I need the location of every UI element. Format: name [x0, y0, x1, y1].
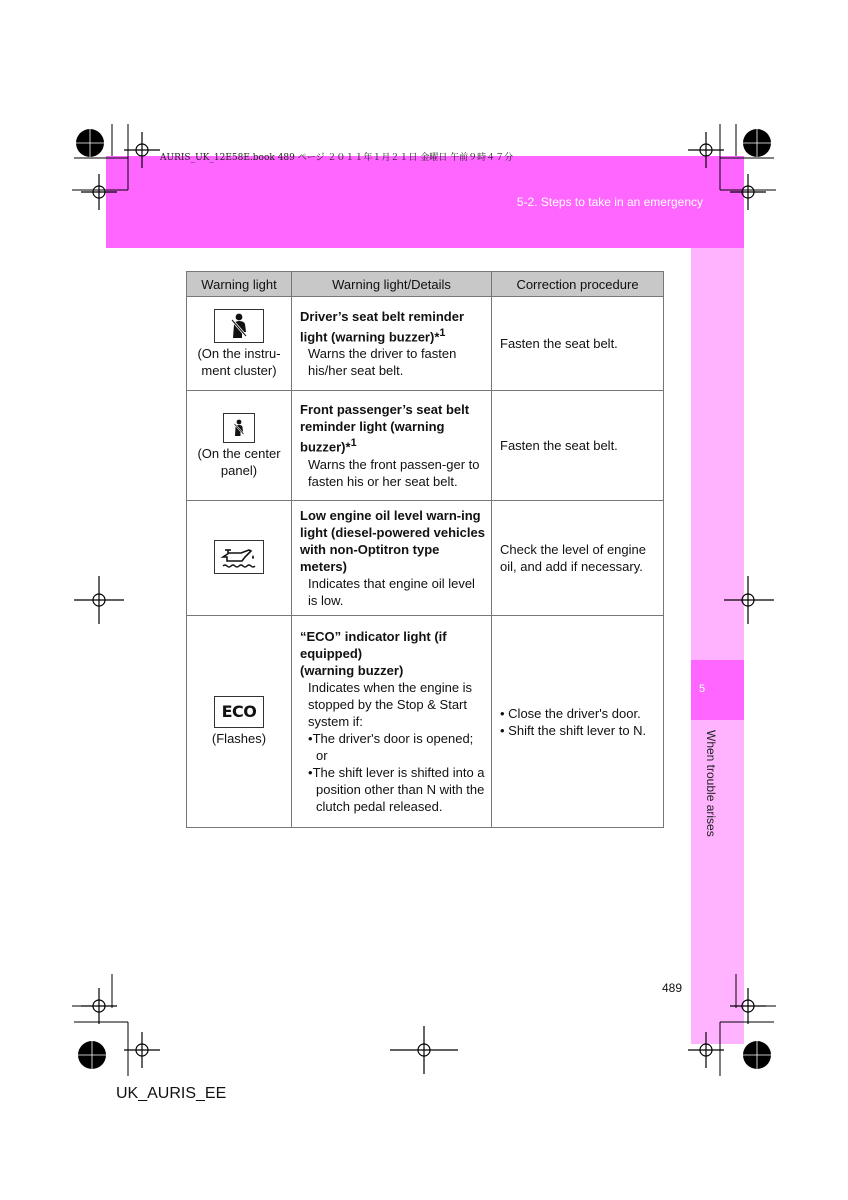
light-description: Indicates when the engine is stopped by the Stop & Start system if:: [308, 680, 473, 729]
page-number: 489: [662, 981, 683, 995]
eco-indicator-icon: ECO: [214, 696, 264, 728]
correction-cell: Check the level of engine oil, and add if necessary.: [492, 501, 664, 616]
light-title: Low engine oil level warn-ing light (diesel-powered vehicles with non-Optitron type meters): [300, 508, 485, 574]
correction-cell: Fasten the seat belt.: [492, 297, 664, 391]
icon-location: (On the center panel): [197, 445, 281, 478]
light-description: Indicates that engine oil level is low.: [308, 576, 475, 608]
icon-location: (On the instru- ment cluster): [197, 345, 281, 378]
print-info: AURIS_UK_12E58E.book 489 ページ ２０１１年１月２１日 金曜日 午前９時４７分: [160, 153, 514, 163]
icon-location: (Flashes): [211, 731, 267, 746]
correction-step: • Close the driver's door.: [500, 705, 641, 721]
column-header: Warning light/Details: [292, 272, 492, 297]
document-code: UK_AURIS_EE: [116, 1085, 227, 1102]
light-title: Driver’s seat belt reminder light (warning buzzer)*$^1$: [300, 308, 465, 345]
list-item: • The shift lever is shifted into a position other than N with the clutch pedal released.: [308, 764, 487, 815]
chapter-label: When trouble arises: [704, 730, 718, 837]
light-title: Front passenger’s seat belt reminder light (warning buzzer)*$^1$: [300, 402, 470, 455]
list-item: • The driver's door is opened; or: [308, 730, 487, 764]
light-description: Warns the driver to fasten his/her seat belt.: [308, 346, 457, 379]
correction-cell: Fasten the seat belt.: [492, 391, 664, 501]
chapter-number: 5: [699, 683, 706, 695]
light-title: “ECO” indicator light (if equipped): [300, 629, 447, 661]
column-header: Warning light: [187, 272, 292, 297]
footnote-mark: 1: [439, 326, 446, 339]
light-description: Warns the front passen-ger to fasten his or her seat belt.: [308, 456, 480, 489]
column-header: Correction procedure: [492, 272, 664, 297]
correction-step: • Shift the shift lever to N.: [500, 722, 647, 738]
light-subtitle: (warning buzzer): [300, 663, 404, 678]
footnote-mark: 1: [350, 437, 357, 450]
section-title: 5-2. Steps to take in an emergency: [516, 195, 703, 209]
